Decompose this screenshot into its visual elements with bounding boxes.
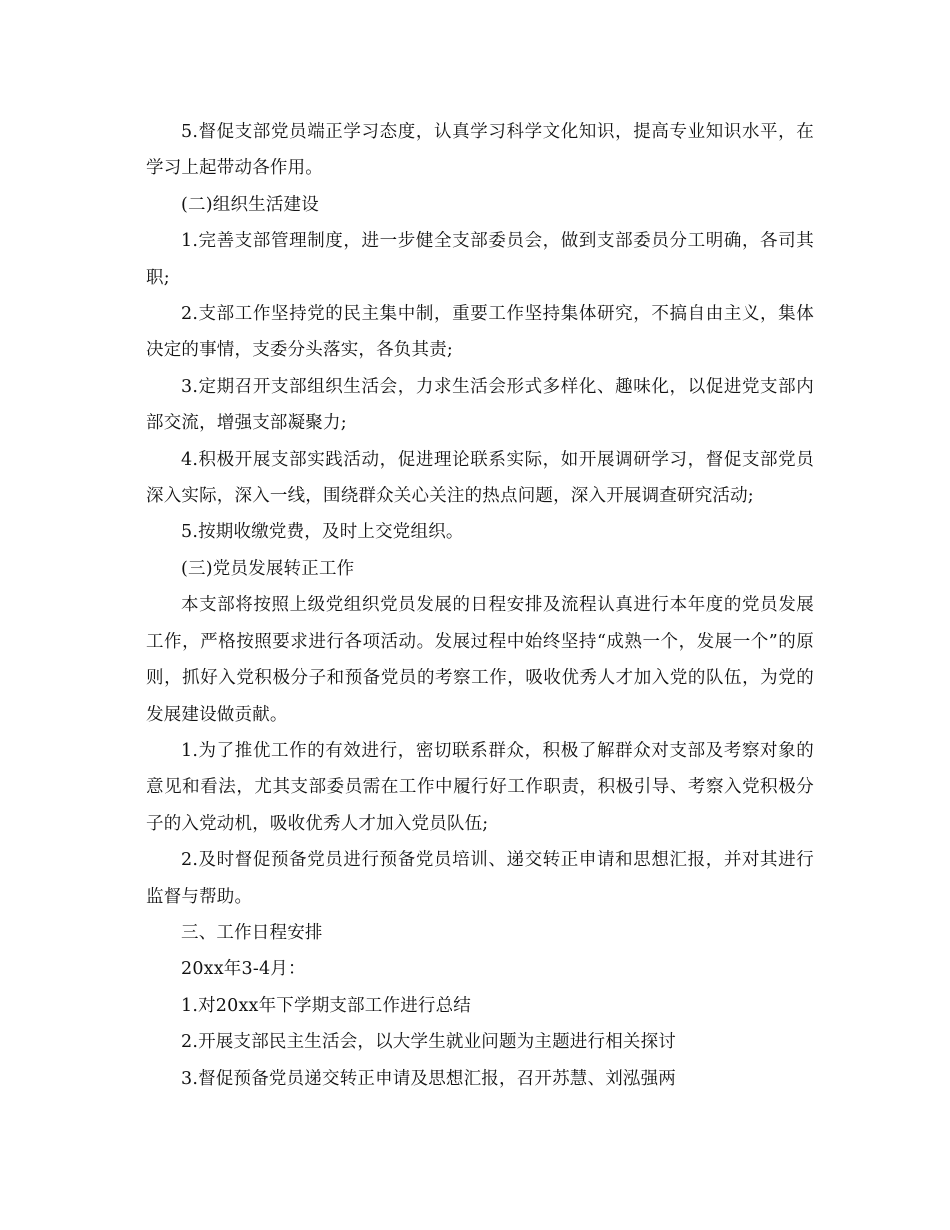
schedule-item-3-probation-reports: 3.督促预备党员递交转正申请及思想汇报，召开苏慧、刘泓强两: [181, 1068, 676, 1089]
paragraph-development-overview: 本支部将按照上级党组织党员发展的日程安排及流程认真进行本年度的党员发展工作，严格按照要求进行各项活动。发展过程中始终坚持“成熟一个，发展一个”的原则，抓好入党积极分子和预备党员的考察工作，吸收优秀人才加入党的队伍，为党的发展建设做贡献。: [146, 595, 814, 725]
paragraph-item-1-recommendation: 1.为了推优工作的有效进行，密切联系群众，积极了解群众对支部及考察对象的意见和看法，尤其支部委员需在工作中履行好工作职责，积极引导、考察入党积极分子的入党动机，吸收优秀人才加入党员队伍;: [146, 740, 814, 834]
schedule-item-2-democratic-meeting: 2.开展支部民主生活会，以大学生就业问题为主题进行相关探讨: [181, 1032, 676, 1053]
paragraph-item-5-party-dues: 5.按期收缴党费，及时上交党组织。: [181, 522, 464, 543]
paragraph-item-4-practice-activities: 4.积极开展支部实践活动，促进理论联系实际，如开展调研学习，督促支部党员深入实际，深入一线，围绕群众关心关注的热点问题，深入开展调查研究活动;: [146, 449, 814, 507]
schedule-period-heading: 20xx年3-4月：: [181, 959, 306, 980]
paragraph-item-5-study-attitude: 5.督促支部党员端正学习态度，认真学习科学文化知识，提高专业知识水平，在学习上起带动各作用。: [146, 122, 814, 179]
section-heading-organization-life: (二)组织生活建设: [181, 194, 319, 215]
paragraph-item-1-management-system: 1.完善支部管理制度，进一步健全支部委员会，做到支部委员分工明确，各司其职;: [146, 231, 814, 288]
paragraph-item-2-democratic-centralism: 2.支部工作坚持党的民主集中制，重要工作坚持集体研究，不搞自由主义，集体决定的事情，支委分头落实，各负其责;: [146, 304, 814, 361]
paragraph-item-2-probationary-members: 2.及时督促预备党员进行预备党员培训、递交转正申请和思想汇报，并对其进行监督与帮助。: [146, 850, 814, 907]
document-body: [146, 114, 814, 1097]
section-heading-work-schedule: 三、工作日程安排: [181, 922, 323, 943]
schedule-item-1-summary: 1.对20xx年下学期支部工作进行总结: [181, 995, 472, 1016]
paragraph-item-3-life-meeting: 3.定期召开支部组织生活会，力求生活会形式多样化、趣味化，以促进党支部内部交流，增强支部凝聚力;: [146, 376, 814, 434]
section-heading-member-development: (三)党员发展转正工作: [181, 558, 355, 579]
